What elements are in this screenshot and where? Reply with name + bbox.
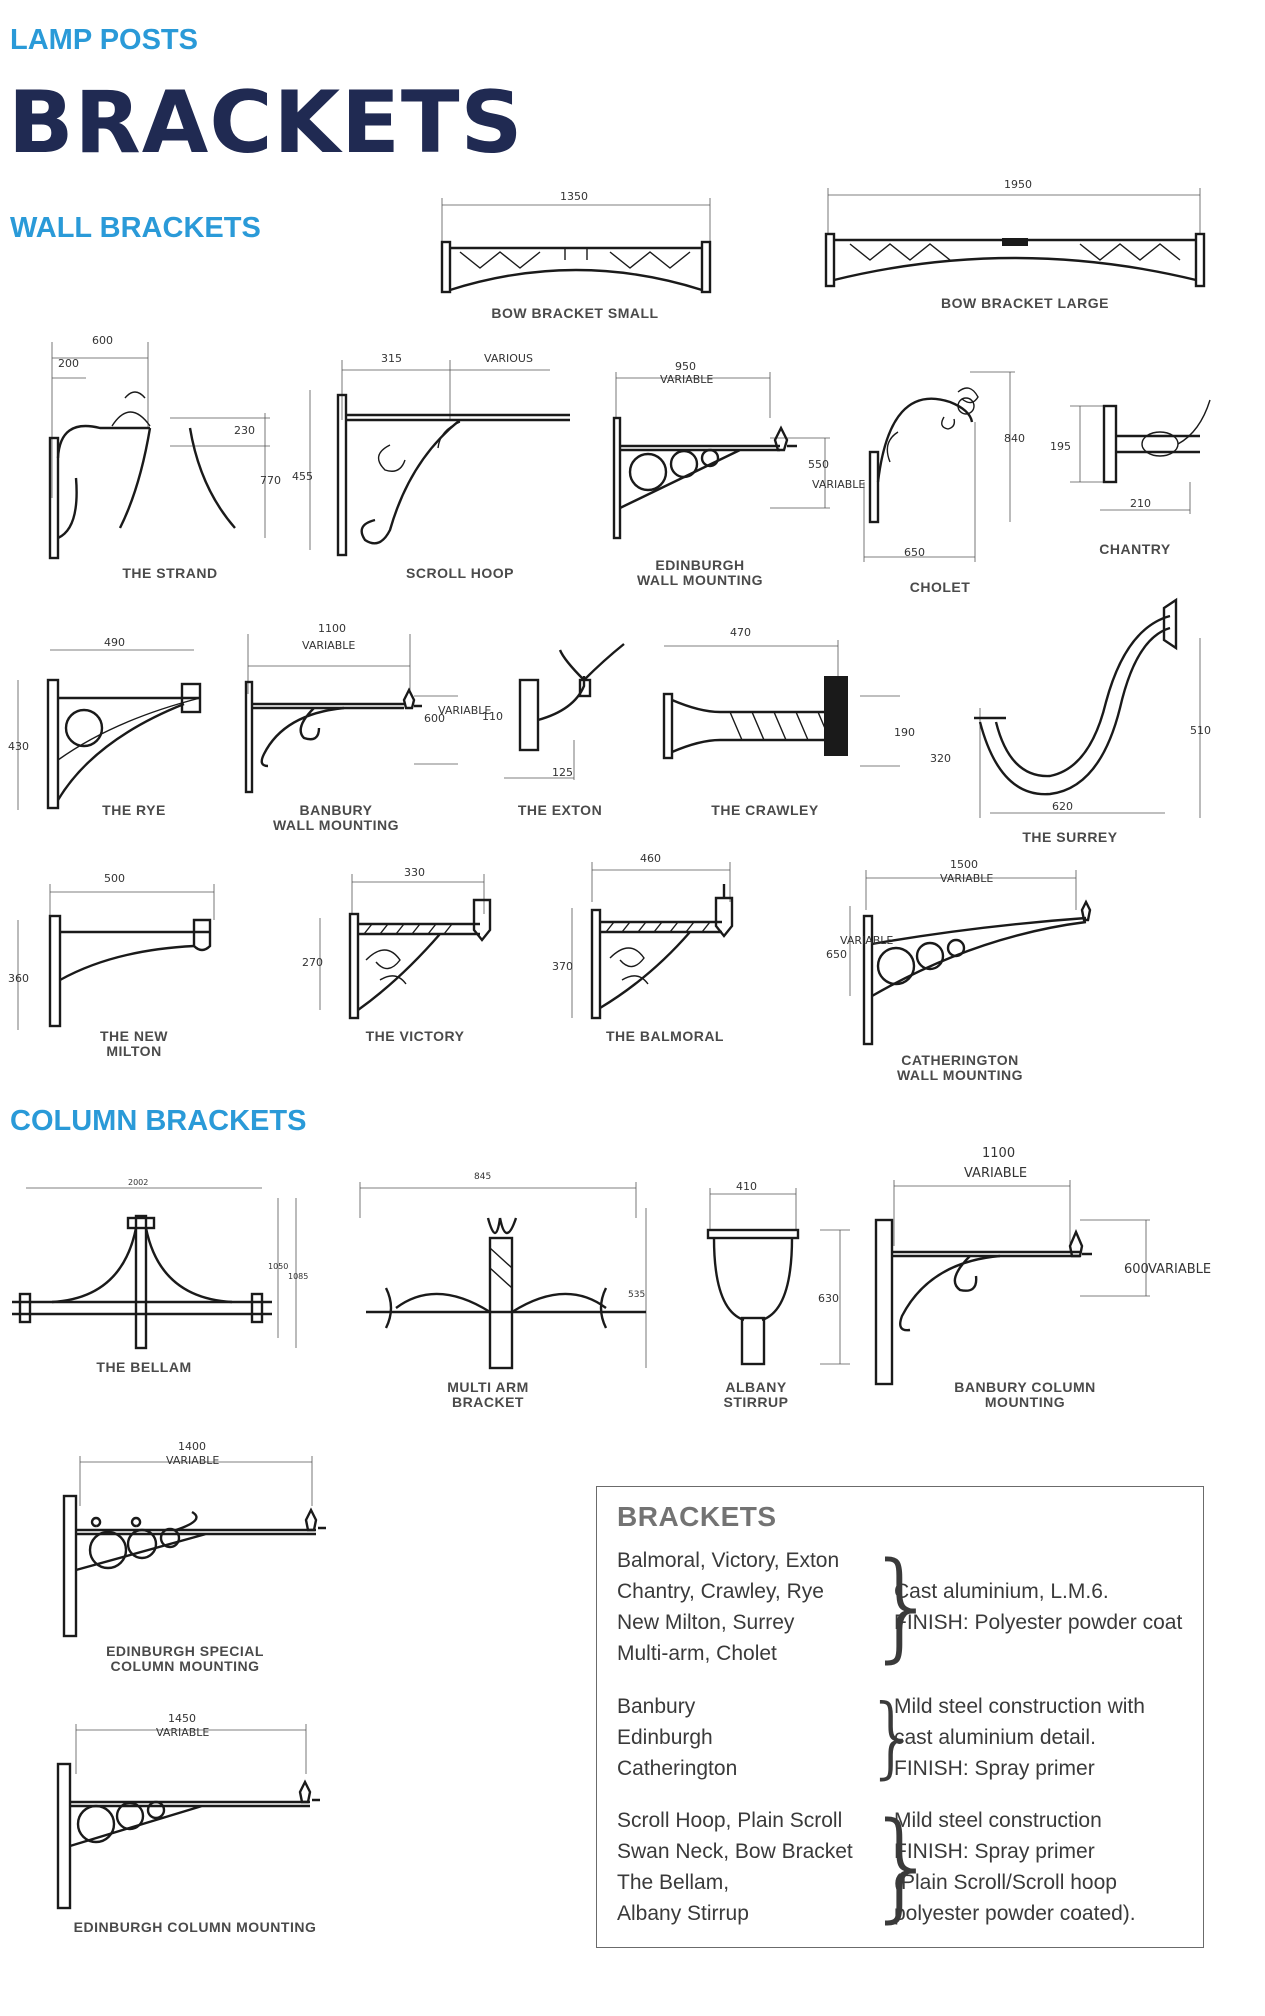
caption-edinburgh-wall-1: EDINBURGH bbox=[655, 557, 745, 573]
new-milton-drawing bbox=[14, 880, 234, 1040]
spec-item: Scroll Hoop, Plain Scroll bbox=[617, 1809, 843, 1832]
dim-bellam-h1: 1050 bbox=[268, 1262, 289, 1271]
dim-edin-h: 550 bbox=[808, 458, 829, 471]
spec-item: Catherington bbox=[617, 1757, 738, 1780]
spec-item: Balmoral, Victory, Exton bbox=[617, 1549, 840, 1572]
spec-table-title: BRACKETS bbox=[617, 1501, 777, 1532]
surrey-drawing bbox=[940, 598, 1220, 828]
bow-bracket-large-drawing bbox=[822, 184, 1212, 304]
caption-the-exton: THE EXTON bbox=[517, 802, 603, 818]
spec-table bbox=[596, 1486, 1204, 1948]
caption-multi-arm-2: BRACKET bbox=[452, 1394, 524, 1410]
exton-drawing bbox=[484, 640, 664, 780]
strand-drawing bbox=[40, 338, 280, 558]
brace-icon: } bbox=[865, 1685, 921, 1788]
dim-bellam-h2: 1085 bbox=[288, 1272, 309, 1281]
caption-new-milton-1: THE NEW bbox=[99, 1028, 169, 1044]
dim-edin-var: VARIABLE bbox=[660, 373, 714, 386]
spec-material: FINISH: Spray primer bbox=[894, 1840, 1095, 1863]
dim-scroll-w2: VARIOUS bbox=[484, 352, 533, 365]
dim-surrey-w: 620 bbox=[1052, 800, 1073, 813]
dim-strand-w: 600 bbox=[92, 334, 113, 347]
dim-milton-w: 500 bbox=[104, 872, 125, 885]
dim-albany-w: 410 bbox=[736, 1180, 757, 1193]
bow-bracket-small-drawing bbox=[440, 190, 720, 300]
dim-victory-w: 330 bbox=[404, 866, 425, 879]
caption-bow-bracket-small: BOW BRACKET SMALL bbox=[491, 305, 659, 321]
dim-crawley-h: 190 bbox=[894, 726, 915, 739]
dim-strand-h1: 230 bbox=[234, 424, 255, 437]
dim-balmoral-h: 370 bbox=[552, 960, 573, 973]
spec-item: Edinburgh bbox=[617, 1726, 713, 1749]
section-column-brackets: COLUMN BRACKETS bbox=[10, 1105, 307, 1137]
dim-multi-w: 845 bbox=[474, 1172, 492, 1182]
dim-crawley-w: 470 bbox=[730, 626, 751, 639]
spec-item: The Bellam, bbox=[617, 1871, 730, 1894]
dim-cath-var: VARIABLE bbox=[940, 872, 994, 885]
spec-item: Albany Stirrup bbox=[617, 1902, 749, 1925]
dim-cath-hvar: VARIABLE bbox=[840, 934, 894, 947]
caption-albany-2: STIRRUP bbox=[723, 1394, 789, 1410]
spec-item: Chantry, Crawley, Rye bbox=[617, 1580, 824, 1603]
spec-group-1-items bbox=[617, 1545, 839, 1669]
dim-bellam-w: 2002 bbox=[128, 1178, 149, 1187]
dim-milton-h: 360 bbox=[8, 972, 29, 985]
dim-bancol-w: 1100 bbox=[982, 1146, 1016, 1161]
caption-the-balmoral: THE BALMORAL bbox=[606, 1028, 724, 1044]
dim-edcol-var: VARIABLE bbox=[156, 1726, 210, 1739]
dim-scroll-w1: 315 bbox=[381, 352, 402, 365]
caption-bow-bracket-large: BOW BRACKET LARGE bbox=[941, 295, 1109, 311]
dim-strand-h2: 770 bbox=[260, 474, 281, 487]
rye-drawing bbox=[14, 640, 214, 810]
dim-edsp-w: 1400 bbox=[178, 1440, 206, 1453]
dim-chantry-h: 195 bbox=[1050, 440, 1071, 453]
dim-victory-h: 270 bbox=[302, 956, 323, 969]
dim-banbury-hvar: VARIABLE bbox=[438, 704, 492, 717]
caption-new-milton-2: MILTON bbox=[106, 1043, 162, 1059]
spec-group-1-material bbox=[894, 1576, 1182, 1638]
spec-group-2-material bbox=[894, 1691, 1145, 1784]
balmoral-drawing bbox=[550, 858, 750, 1028]
dim-strand-w2: 200 bbox=[58, 357, 79, 370]
section-wall-brackets: WALL BRACKETS bbox=[10, 212, 261, 244]
spec-material: cast aluminium detail. bbox=[894, 1726, 1096, 1749]
caption-the-crawley: THE CRAWLEY bbox=[711, 802, 819, 818]
caption-catherington-2: WALL MOUNTING bbox=[896, 1067, 1023, 1083]
edinburgh-column-drawing bbox=[52, 1714, 342, 1914]
spec-material: FINISH: Polyester powder coat bbox=[894, 1611, 1183, 1634]
crawley-drawing bbox=[660, 636, 920, 786]
dim-banbury-var: VARIABLE bbox=[302, 639, 356, 652]
spec-material: polyester powder coated). bbox=[894, 1902, 1136, 1925]
dim-banbury-h: 600 bbox=[424, 712, 445, 725]
dim-edcol-w: 1450 bbox=[168, 1712, 196, 1725]
caption-edinburgh-special-2: COLUMN MOUNTING bbox=[110, 1658, 260, 1674]
spec-item: Banbury bbox=[617, 1695, 696, 1718]
caption-scroll-hoop: SCROLL HOOP bbox=[406, 565, 514, 581]
dim-surrey-h1: 320 bbox=[930, 752, 951, 765]
caption-edinburgh-wall-2: WALL MOUNTING bbox=[636, 572, 763, 588]
dim-rye-h: 430 bbox=[8, 740, 29, 753]
dim-rye-w: 490 bbox=[104, 636, 125, 649]
dim-bow-large: 1950 bbox=[1004, 178, 1032, 191]
multi-arm-drawing bbox=[356, 1178, 656, 1378]
caption-edinburgh-special-1: EDINBURGH SPECIAL bbox=[106, 1643, 264, 1659]
spec-material: (Plain Scroll/Scroll hoop bbox=[894, 1871, 1117, 1894]
dim-cholet-w: 650 bbox=[904, 546, 925, 559]
dim-albany-h: 630 bbox=[818, 1292, 839, 1305]
dim-bancol-hvar: VARIABLE bbox=[1148, 1262, 1212, 1277]
spec-group-3-material bbox=[894, 1805, 1136, 1929]
spec-item: Multi-arm, Cholet bbox=[617, 1642, 777, 1665]
caption-the-rye: THE RYE bbox=[102, 802, 166, 818]
edinburgh-special-drawing bbox=[56, 1446, 346, 1646]
caption-banbury-wall-1: BANBURY bbox=[299, 802, 373, 818]
spec-item: Swan Neck, Bow Bracket bbox=[617, 1840, 853, 1863]
caption-cholet: CHOLET bbox=[909, 579, 971, 595]
spec-material: Cast aluminium, L.M.6. bbox=[894, 1580, 1109, 1603]
dim-exton-w: 125 bbox=[552, 766, 573, 779]
bellam-drawing bbox=[12, 1178, 312, 1358]
spec-material: FINISH: Spray primer bbox=[894, 1757, 1095, 1780]
dim-surrey-h2: 510 bbox=[1190, 724, 1211, 737]
caption-banbury-column-1: BANBURY COLUMN bbox=[954, 1379, 1096, 1395]
brace-icon: } bbox=[865, 1536, 941, 1674]
victory-drawing bbox=[300, 870, 520, 1030]
spec-item: New Milton, Surrey bbox=[617, 1611, 795, 1634]
spec-group-3-items bbox=[617, 1805, 853, 1929]
caption-the-bellam: THE BELLAM bbox=[96, 1359, 192, 1375]
cholet-drawing bbox=[860, 362, 1040, 572]
caption-the-strand: THE STRAND bbox=[122, 565, 218, 581]
caption-albany-1: ALBANY bbox=[725, 1379, 787, 1395]
dim-edin-w: 950 bbox=[675, 360, 696, 373]
caption-chantry: CHANTRY bbox=[1099, 541, 1171, 557]
dim-cath-w: 1500 bbox=[950, 858, 978, 871]
caption-catherington-1: CATHERINGTON bbox=[901, 1052, 1019, 1068]
dim-scroll-h: 455 bbox=[292, 470, 313, 483]
catherington-drawing bbox=[826, 866, 1106, 1046]
caption-banbury-column-2: MOUNTING bbox=[984, 1394, 1066, 1410]
dim-chantry-w: 210 bbox=[1130, 497, 1151, 510]
caption-edinburgh-column: EDINBURGH COLUMN MOUNTING bbox=[73, 1919, 317, 1935]
dim-edin-hvar: VARIABLE bbox=[812, 478, 866, 491]
dim-bancol-h: 600 bbox=[1124, 1262, 1149, 1277]
caption-banbury-wall-2: WALL MOUNTING bbox=[272, 817, 399, 833]
scroll-hoop-drawing bbox=[300, 360, 580, 560]
dim-multi-h: 535 bbox=[628, 1290, 646, 1300]
dim-cholet-h: 840 bbox=[1004, 432, 1025, 445]
dim-edsp-var: VARIABLE bbox=[166, 1454, 220, 1467]
dim-bancol-var: VARIABLE bbox=[964, 1166, 1028, 1181]
spec-material: Mild steel construction bbox=[894, 1809, 1102, 1832]
spec-group-2-items bbox=[617, 1691, 737, 1784]
albany-drawing bbox=[700, 1180, 860, 1370]
dim-balmoral-w: 460 bbox=[640, 852, 661, 865]
page-title: BRACKETS bbox=[8, 73, 524, 173]
dim-banbury-w: 1100 bbox=[318, 622, 346, 635]
caption-the-victory: THE VICTORY bbox=[365, 1028, 465, 1044]
spec-material: Mild steel construction with bbox=[894, 1695, 1145, 1718]
caption-the-surrey: THE SURREY bbox=[1022, 829, 1118, 845]
brace-icon: } bbox=[865, 1796, 941, 1934]
caption-multi-arm-1: MULTI ARM bbox=[447, 1379, 529, 1395]
page-kicker: LAMP POSTS bbox=[10, 24, 198, 56]
dim-bow-small: 1350 bbox=[560, 190, 588, 203]
dim-exton-h: 110 bbox=[482, 710, 503, 723]
dim-cath-h: 650 bbox=[826, 948, 847, 961]
